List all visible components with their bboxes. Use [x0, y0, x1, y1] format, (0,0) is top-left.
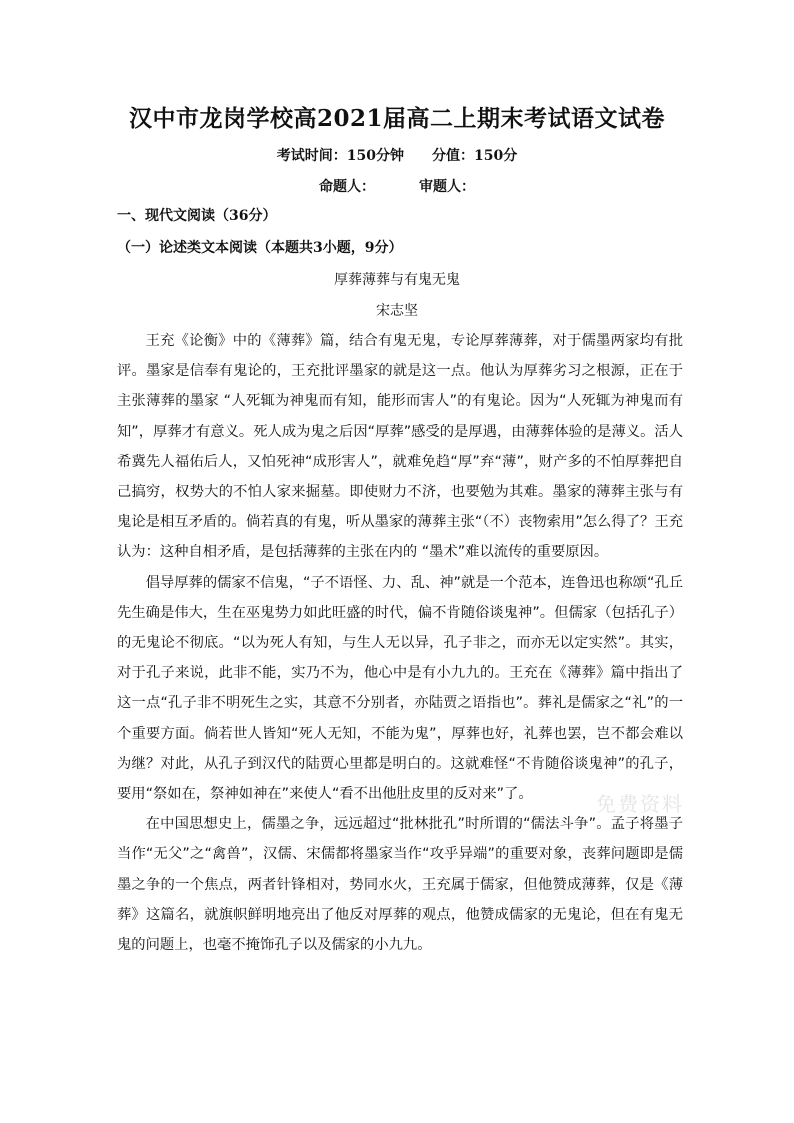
setter-label: 命题人：: [319, 179, 375, 195]
article-title: 厚葬薄葬与有鬼无鬼: [334, 272, 460, 288]
article-paragraph: 倡导厚葬的儒家不信鬼，“子不语怪、力、乱、神”就是一个范本，连鲁迅也称颂“孔丘先生确是伟大，生在巫鬼势力如此旺盛的时代，偏不肯随俗谈鬼神”。但儒家（包括孔子）的无鬼论不彻底。“以为死人有知，与生人无以异，孔子非之，而亦无以定实然”。其实，对于孔子来说，此非不能，实乃不为，他心中是有小九九的。王充在《薄葬》篇中指出了这一点“孔子非不明死生之实，其意不分别者，亦陆贾之语指也”。葬礼是儒家之“礼”的一个重要方面。倘若世人皆知“死人无知，不能为鬼”，厚葬也好，礼葬也罢，岂不都会难以为继？对此，从孔子到汉代的陆贾心里都是明白的。这就难怪“不肯随俗谈鬼神”的孔子，要用“祭如在，祭神如神在”来使人“看不出他肚皮里的反对来”了。: [117, 574, 683, 803]
setter-line: [0, 177, 794, 197]
watermark: 免费资料: [596, 792, 684, 816]
exam-time: 考试时间：150分钟: [276, 148, 404, 164]
article-author: 宋志坚: [376, 303, 418, 319]
section-heading-part1: 一、现代文阅读（36分）: [117, 208, 277, 224]
section-heading-sub1: （一）论述类文本阅读（本题共3小题，9分）: [117, 240, 403, 256]
article-paragraph: 王充《论衡》中的《薄葬》篇，结合有鬼无鬼，专论厚葬薄葬，对于儒墨两家均有批评。墨家是信奉有鬼论的，王充批评墨家的就是这一点。他认为厚葬劣习之根源，正在于主张薄葬的墨家 “人死辄为神鬼而有知，能形而害人”的有鬼论。因为“人死辄为神鬼而有知”，厚葬才有意义。死人成为鬼之后因“厚葬”感受的是厚遇，由薄葬体验的是薄义。活人希冀先人福佑后人，又怕死神“成形害人”，就难免趋“厚”弃“薄”，财产多的不怕厚葬把自己搞穷，权势大的不怕人家来掘墓。即使财力不济，也要勉为其难。墨家的薄葬主张与有鬼论是相互矛盾的。倘若真的有鬼，听从墨家的薄葬主张“（不）丧物索用”怎么得了？王充认为：这种自相矛盾，是包括薄葬的主张在内的 “墨术”难以流传的重要原因。: [117, 333, 683, 561]
exam-title: 汉中市龙岗学校高2021届高二上期末考试语文试卷: [128, 105, 665, 132]
article-body: [117, 326, 683, 960]
reviewer-label: 审题人：: [419, 179, 475, 195]
exam-score: 分值：150分: [432, 148, 518, 164]
exam-info-line: [0, 146, 794, 166]
article-paragraph: 在中国思想史上，儒墨之争，远远超过“批林批孔”时所谓的“儒法斗争”。孟子将墨子当作“无父”之“禽兽”，汉儒、宋儒都将墨家当作“攻乎异端”的重要对象，丧葬问题即是儒墨之争的一个焦点，两者针锋相对，势同水火，王充属于儒家，但他赞成薄葬，仅是《薄葬》这篇名，就旗帜鲜明地亮出了他反对厚葬的观点，他赞成儒家的无鬼论，但在有鬼无鬼的问题上，也毫不掩饰孔子以及儒家的小九九。: [117, 816, 683, 954]
